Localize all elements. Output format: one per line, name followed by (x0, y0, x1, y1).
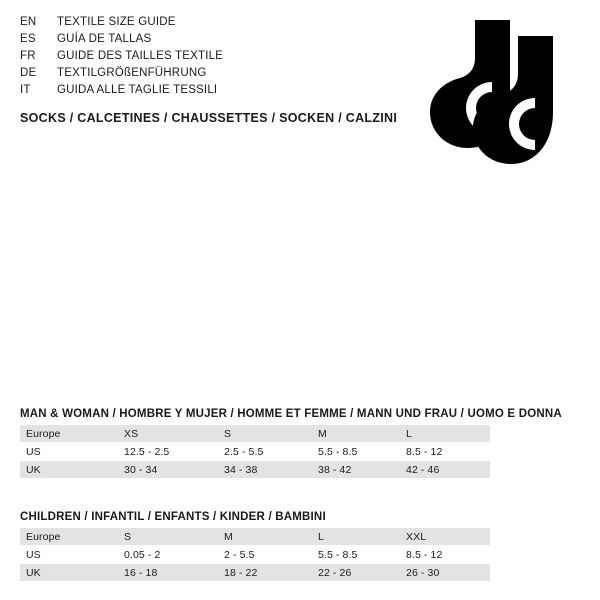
language-row (20, 65, 380, 82)
children-size-section (20, 511, 582, 582)
cell: 30 - 34 (118, 461, 218, 479)
children-size-table (20, 528, 490, 582)
cell: 2.5 - 5.5 (218, 443, 312, 461)
language-row (20, 14, 380, 31)
table-row (20, 528, 490, 546)
row-label: UK (20, 564, 118, 582)
cell: L (400, 425, 490, 443)
language-code-de: DE (20, 67, 37, 79)
cell: XS (118, 425, 218, 443)
cell: 16 - 18 (118, 564, 218, 582)
cell: 38 - 42 (312, 461, 400, 479)
language-code-fr: FR (20, 50, 36, 62)
cell: 22 - 26 (312, 564, 400, 582)
cell: 18 - 22 (218, 564, 312, 582)
cell: XXL (400, 528, 490, 546)
cell: M (218, 528, 312, 546)
cell: L (312, 528, 400, 546)
adults-table-caption: MAN & WOMAN / HOMBRE Y MUJER / HOMME ET FEMME / MANN UND FRAU / UOMO E DONNA (20, 408, 562, 420)
row-label: UK (20, 461, 118, 479)
language-row (20, 82, 380, 99)
cell: 12.5 - 2.5 (118, 443, 218, 461)
language-code-es: ES (20, 33, 36, 45)
cell: 8.5 - 12 (400, 546, 490, 564)
table-row (20, 461, 490, 479)
cell: S (218, 425, 312, 443)
row-label: Europe (20, 425, 118, 443)
adults-size-section (20, 408, 582, 479)
table-row (20, 425, 490, 443)
cell: 2 - 5.5 (218, 546, 312, 564)
row-label: Europe (20, 528, 118, 546)
cell: 8.5 - 12 (400, 443, 490, 461)
cell: 0.05 - 2 (118, 546, 218, 564)
cell: 42 - 46 (400, 461, 490, 479)
page-title: SOCKS / CALCETINES / CHAUSSETTES / SOCKEN / CALZINI (20, 111, 398, 125)
language-text-it: GUIDA ALLE TAGLIE TESSILI (57, 84, 218, 96)
socks-illustration (400, 18, 575, 168)
language-text-de: TEXTILGRÖßENFÜHRUNG (57, 67, 207, 79)
table-row (20, 564, 490, 582)
cell: S (118, 528, 218, 546)
cell: 34 - 38 (218, 461, 312, 479)
table-row (20, 546, 490, 564)
language-code-it: IT (20, 84, 31, 96)
row-label: US (20, 546, 118, 564)
language-text-fr: GUIDE DES TAILLES TEXTILE (57, 50, 224, 62)
cell: 26 - 30 (400, 564, 490, 582)
row-label: US (20, 443, 118, 461)
adults-size-table (20, 425, 490, 479)
language-code-en: EN (20, 16, 37, 28)
cell: 5.5 - 8.5 (312, 443, 400, 461)
table-row (20, 443, 490, 461)
children-table-caption: CHILDREN / INFANTIL / ENFANTS / KINDER / BAMBINI (20, 511, 326, 523)
language-list (20, 14, 380, 99)
cell: M (312, 425, 400, 443)
language-row (20, 31, 380, 48)
language-text-es: GUÍA DE TALLAS (57, 33, 152, 45)
language-text-en: TEXTILE SIZE GUIDE (57, 16, 176, 28)
cell: 5.5 - 8.5 (312, 546, 400, 564)
language-row (20, 48, 380, 65)
